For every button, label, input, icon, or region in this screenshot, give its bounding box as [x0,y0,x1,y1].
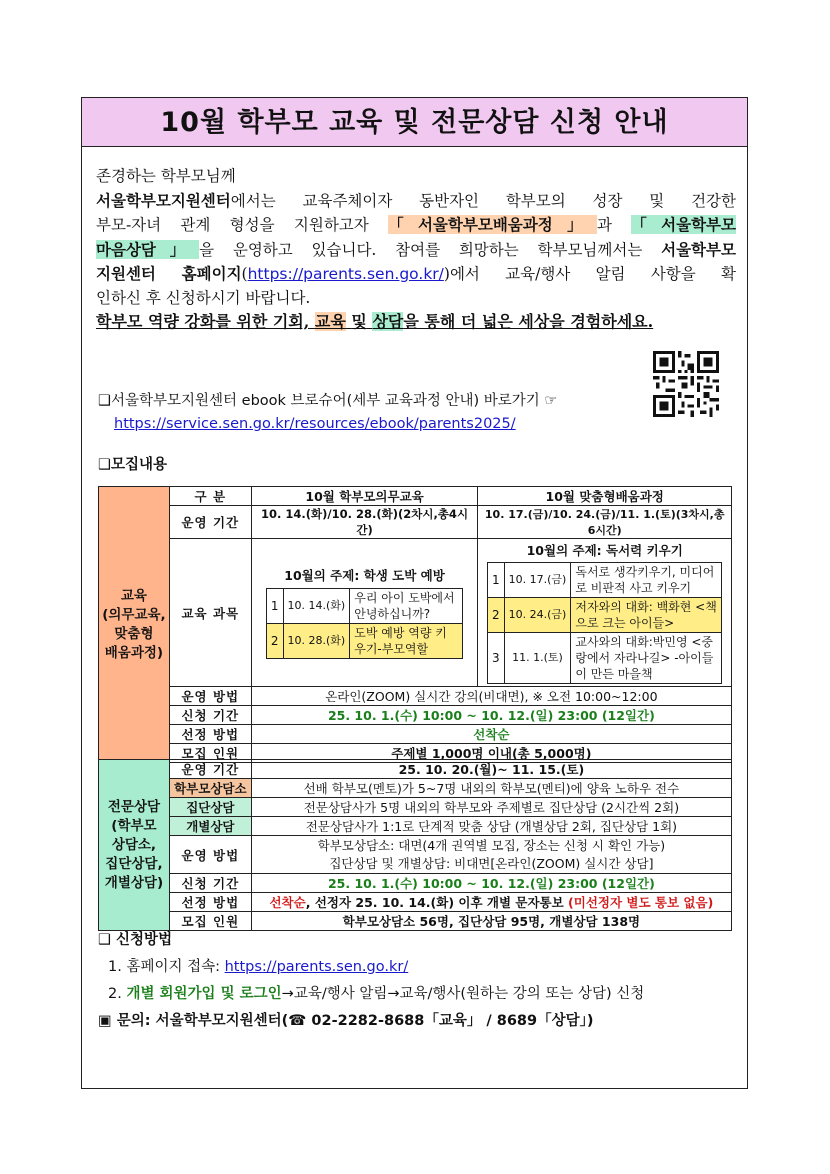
ebook-link[interactable]: https://service.sen.go.kr/resources/ebook/parents2025/ [114,416,516,432]
greeting: 존경하는 학부모님께 [96,167,236,185]
counsel-cat-line: 개별상담) [104,874,164,891]
counsel-type3-label: 개별상담 [169,817,251,836]
session-no: 1 [488,563,505,598]
counsel-type3-value: 전문상담사가 1:1로 단계적 맞춤 상담 (개별상담 2회, 집단상담 1회) [251,817,731,836]
edu-cat-line: 배움과정) [104,644,164,661]
counsel-method-line: 집단상담 및 개별상담: 비대면[온라인(ZOOM) 실시간 상담] [329,855,654,871]
qr-code-icon[interactable] [652,351,720,417]
counsel-category [99,760,170,931]
edu-cat-line: 교육 [120,587,147,604]
slogan-counsel: 상담 [372,312,404,331]
col2-theme: 10월의 주제: 독서력 키우기 [526,543,683,558]
counsel-method-label: 운영 방법 [169,836,251,874]
edu-method-value: 온라인(ZOOM) 실시간 강의(비대면), ※ 오전 10:00~12:00 [251,687,731,706]
ebook-section [98,390,557,436]
center-bold: 지원센터 홈페이지 [96,264,242,283]
edu-period-col1: 10. 14.(화)/10. 28.(화)(2차시,총4시간) [251,506,478,539]
intro-text: 에서는 교육주체이자 동반자인 학부모의 성장 및 건강한 [230,191,736,210]
session-row [266,624,462,659]
center-name: 서울학부모지원센터 [96,190,231,210]
session-title: 도박 예방 역량 키우기-부모역할 [350,624,463,659]
counsel-period-value: 25. 10. 20.(월)~ 11. 15.(토) [251,760,731,779]
session-date: 10. 14.(화) [283,589,350,624]
session-no: 1 [266,589,283,624]
col2-session-table [487,562,722,684]
intro-line-4: 지원센터 홈페이지(https://parents.sen.go.kr/)에서 교육/행사 알림 사항을 확 [96,264,736,283]
intro-section [96,165,736,334]
counsel-select-value [251,893,731,912]
step1-text: 1. 홈페이지 접속: [108,959,220,975]
homepage-link[interactable]: https://parents.sen.go.kr/ [247,265,444,283]
slogan-text: 을 통해 더 넓은 세상을 경험하세요. [403,312,654,331]
intro-text: 부모-자녀 관계 형성을 지원하고자 [96,216,369,234]
page-title: 10월 학부모 교육 및 전문상담 신청 안내 [81,97,748,147]
edu-period-label: 운영 기간 [169,506,251,539]
session-no: 3 [488,633,505,684]
intro-text: 을 운영하고 있습니다. 참여를 희망하는 학부모님께서는 [199,240,643,259]
intro-line-3 [96,238,736,263]
edu-apply-value: 25. 10. 1.(수) 10:00 ~ 10. 12.(일) 23:00 (12일간) [251,706,731,725]
intro-line-1 [96,189,736,214]
edu-period-col2: 10. 17.(금)/10. 24.(금)/11. 1.(토)(3차시,총6시간) [478,506,732,539]
session-row [266,589,462,624]
session-no: 2 [266,624,283,659]
edu-course-col2 [478,539,732,687]
session-date: 10. 28.(화) [283,624,350,659]
counsel-type1-label: 학부모상담소 [169,779,251,798]
select-mid: , 선정자 25. 10. 14.(화) 이후 개별 문자통보 [305,895,564,910]
edu-cat-line: 맞춤형 [114,625,154,642]
session-row [488,563,722,598]
counsel-method-value [251,836,731,874]
counsel-recruit-label: 모집 인원 [169,912,251,931]
highlight-counsel: 「서울학부모 [631,215,736,234]
session-date: 10. 24.(금) [504,598,571,633]
edu-recruit-value: 주제별 1,000명 이내(총 5,000명) [251,744,731,763]
session-date: 10. 17.(금) [504,563,571,598]
edu-course-label: 교육 과목 [169,539,251,687]
edu-category [99,487,170,763]
highlight-program: 「서울학부모배움과정」 [388,215,597,234]
session-row [488,598,722,633]
counsel-cat-line: (학부모 [111,817,157,834]
apply-step-1 [98,954,644,981]
edu-course-col1 [251,539,478,687]
counsel-method-line: 학부모상담소: 대면(4개 권역별 모집, 장소는 신청 시 확인 가능) [317,837,666,853]
session-row [488,633,722,684]
session-no: 2 [488,598,505,633]
slogan-text: 및 [351,312,367,331]
select-red: 선착순 [269,895,306,910]
edu-method-label: 운영 방법 [169,687,251,706]
edu-header-col2: 10월 맞춤형배움과정 [478,487,732,506]
highlight-counsel-2: 마음상담」 [96,239,200,259]
slogan-text: 학부모 역량 강화를 위한 기회, [96,312,310,331]
edu-recruit-label: 모집 인원 [169,744,251,763]
edu-select-value: 선착순 [251,725,731,744]
counsel-apply-label: 신청 기간 [169,874,251,893]
session-title: 교사와의 대화:박민영 <중랑에서 자라나길> -아이들이 만든 마을책 [571,633,722,684]
counsel-apply-value: 25. 10. 1.(수) 10:00 ~ 10. 12.(일) 23:00 (12일간) [251,874,731,893]
edu-apply-label: 신청 기간 [169,706,251,725]
apply-homepage-link[interactable]: https://parents.sen.go.kr/ [224,959,409,975]
apply-step-2 [98,981,644,1008]
intro-line-5: 인하신 후 신청하시기 바랍니다. [96,288,311,307]
col1-session-table [266,588,463,659]
session-title: 저자와의 대화: 백화현 <책으로 크는 아이들> [571,598,722,633]
step2-green: 개별 회원가입 및 로그인 [126,986,282,1002]
counsel-type2-value: 전문상담사가 5명 내외의 학부모와 주제별로 집단상담 (2시간씩 2회) [251,798,731,817]
apply-title: ❑ 신청방법 [98,932,173,948]
education-table [98,486,732,763]
slogan [96,310,736,334]
edu-select-label: 선정 방법 [169,725,251,744]
intro-text: 과 [596,216,612,234]
intro-line-2 [96,213,736,238]
counsel-cat-line: 전문상담 [107,798,161,815]
counsel-recruit-value: 학부모상담소 56명, 집단상담 95명, 개별상담 138명 [251,912,731,931]
counsel-cat-line: 집단상담, [105,855,163,872]
counsel-type1-value: 선배 학부모(멘토)가 5~7명 내외의 학부모(멘티)에 양육 노하우 전수 [251,779,731,798]
session-title: 우리 아이 도박에서 안녕하십니까? [350,589,463,624]
counsel-cat-line: 상담소, [111,836,157,853]
edu-cat-line: (의무교육, [102,606,166,623]
session-title: 독서로 생각키우기, 미디어로 비판적 사고 키우기 [571,563,722,598]
counsel-type2-label: 집단상담 [169,798,251,817]
center-bold: 서울학부모 [661,239,736,259]
contact-info: ▣ 문의: 서울학부모지원센터(☎ 02-2282-8688「교육」 / 8689「상담」) [98,1013,594,1029]
edu-header-col1: 10월 학부모의무교육 [251,487,478,506]
apply-section [98,927,644,1035]
step2-text: 2. [108,986,122,1002]
col1-theme: 10월의 주제: 학생 도박 예방 [284,568,445,583]
session-date: 11. 1.(토) [504,633,571,684]
counsel-period-label: 운영 기간 [169,760,251,779]
counsel-table [98,759,732,931]
edu-header-label: 구 분 [169,487,251,506]
intro-text: 에서 교육/행사 알림 사항을 확 [449,265,736,283]
select-red: (미선정자 별도 통보 없음) [568,895,714,910]
section-recruit-heading: ❑모집내용 [98,457,168,473]
step2-text: →교육/행사 알림→교육/행사(원하는 강의 또는 상담) 신청 [281,986,645,1002]
ebook-label: ❑서울학부모지원센터 ebook 브로슈어(세부 교육과정 안내) 바로가기 ☞ [98,393,558,409]
slogan-edu: 교육 [314,312,346,331]
counsel-select-label: 선정 방법 [169,893,251,912]
